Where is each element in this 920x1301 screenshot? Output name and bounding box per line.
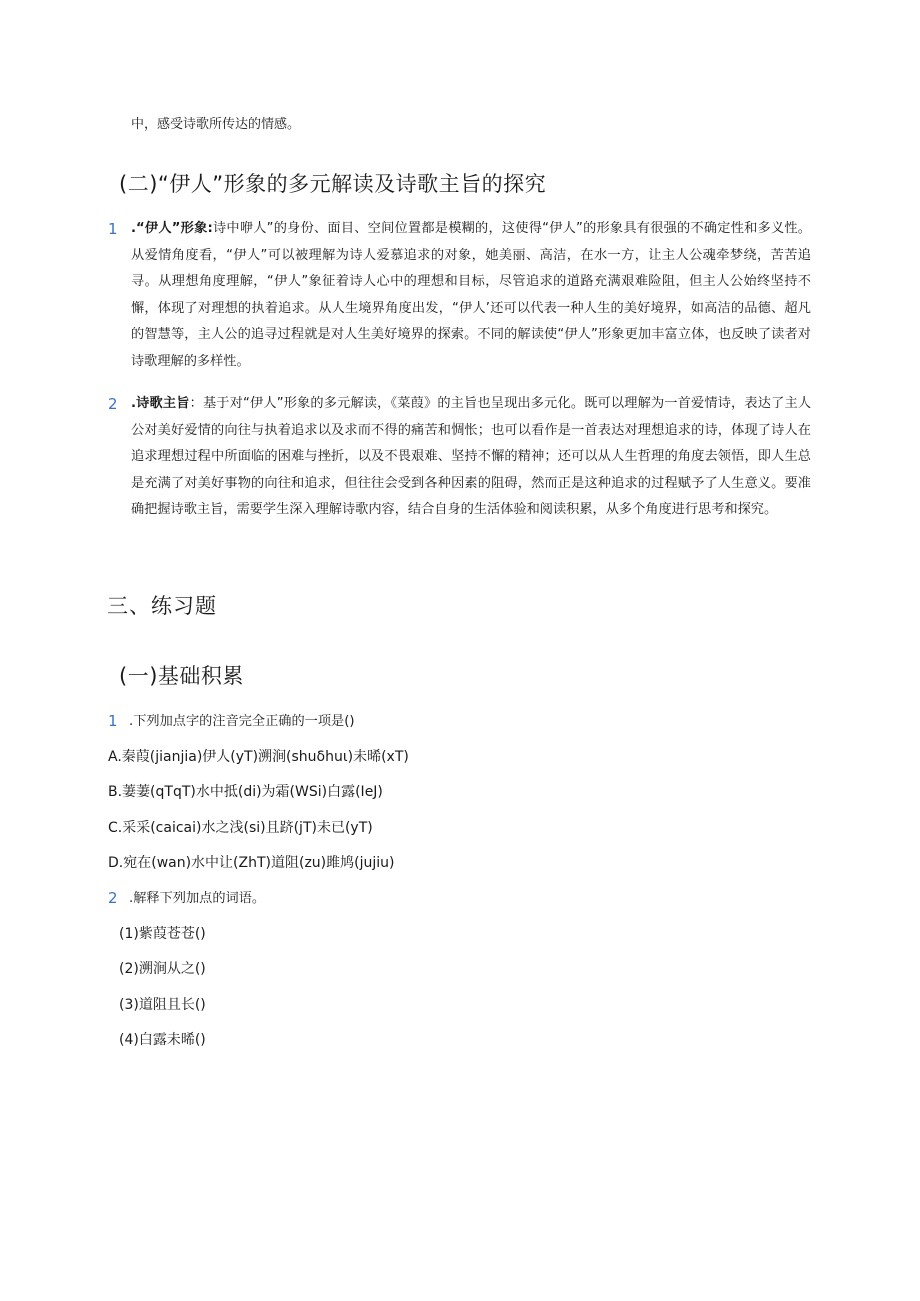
intro-continuation-line: 中，感受诗歌所传达的情感。 <box>131 117 301 132</box>
paragraph-label-yiren: .“伊人”形象: <box>131 221 213 236</box>
paragraph-poem-theme <box>131 391 811 524</box>
question-1-text: .下列加点字的注音完全正确的一项是() <box>129 714 355 729</box>
item-number-1: 1 <box>108 220 118 238</box>
question-number-1: 1 <box>108 712 118 730</box>
paragraph-text-theme: ：基于对“伊人”形象的多元解读，《菜葭》的主旨也呈现出多元化。既可以理解为一首爱情诗，表达了主人公对美好爱情的向往与执着追求以及求而不得的痛苦和惆怅；也可以看作是一首表达对理想追求的诗，体现了诗人在追求理想过程中所面临的困难与挫折，以及不畏艰难、坚持不懈的精神；还可以从人生哲理的角度去领悟，即人生总是充满了对美好事物的向往和追求，但往往会受到各种因素的阻碍，然而正是这种追求的过程赋予了人生意义。要准确把握诗歌主旨，需要学生深入理解诗歌内容，结合自身的生活体验和阅读积累，从多个角度进行思考和探究。 <box>131 396 812 518</box>
sub-question-2: (2)溯涧从之() <box>119 961 206 977</box>
sub-question-1: (1)紫葭苍苍() <box>119 926 206 942</box>
section-heading-yiren: (二)“伊人”形象的多元解读及诗歌主旨的探究 <box>119 172 547 196</box>
sub-question-4: (4)白露未晞() <box>119 1032 206 1048</box>
sub-question-3: (3)道阻且长() <box>119 997 206 1013</box>
item-number-2: 2 <box>108 395 118 413</box>
paragraph-label-theme: .诗歌主旨 <box>131 396 190 411</box>
option-a: A.秦葭(jianjia)伊人(yT)溯涧(shuδhuι)未晞(xT) <box>108 749 409 765</box>
paragraph-text-yiren: 诗中咿人”的身份、面目、空间位置都是模糊的，这使得“伊人”的形象具有很强的不确定性和多义性。从爱情角度看，“伊人”可以被理解为诗人爱慕追求的对象，她美丽、高洁，在水一方，让主人公魂牵梦绕，苦苦追寻。从理想角度理解，“伊人”象征着诗人心中的理想和目标，尽管追求的道路充满艰难险阻，但主人公始终坚持不懈，体现了对理想的执着追求。从人生境界角度出发，“伊人’还可以代表一种人生的美好境界，如高洁的品德、超凡的智慧等，主人公的追寻过程就是对人生美好境界的探索。不同的解读使“伊人”形象更加丰富立体，也反映了读者对诗歌理解的多样性。 <box>131 221 811 369</box>
sub-heading-basics: (一)基础积累 <box>119 664 244 688</box>
paragraph-yiren-image <box>131 216 811 376</box>
section-heading-exercises: 三、练习题 <box>107 594 217 618</box>
option-b: B.萋萋(qTqT)水中抵(di)为霜(WSi)白露(IeJ) <box>108 784 383 800</box>
question-number-2: 2 <box>108 889 118 907</box>
question-2-text: .解释下列加点的词语。 <box>129 891 266 906</box>
option-c: C.采采(caicai)水之浅(si)且跻(jT)未已(yT) <box>108 820 373 836</box>
option-d: D.宛在(wan)水中让(ZhT)道阻(zu)雎鸠(jujiu) <box>108 855 395 871</box>
